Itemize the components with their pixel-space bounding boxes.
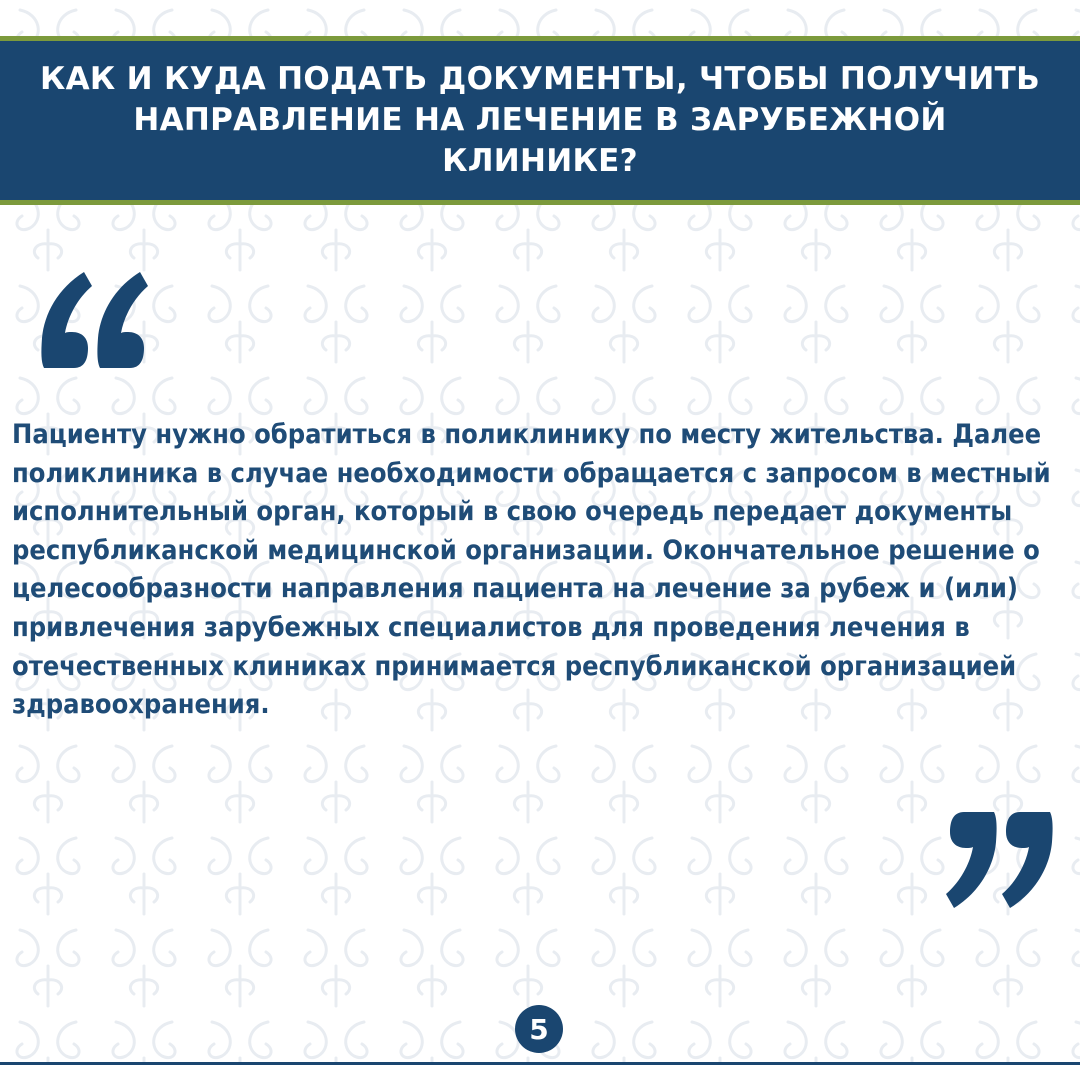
header-banner — [0, 41, 1080, 200]
page-number-badge: 5 — [515, 1005, 563, 1053]
closing-quote-icon — [942, 812, 1060, 912]
header-bottom-accent-line — [0, 200, 1080, 205]
header-title: КАК И КУДА ПОДАТЬ ДОКУМЕНТЫ, ЧТОБЫ ПОЛУЧИТЬ НАПРАВЛЕНИЕ НА ЛЕЧЕНИЕ В ЗАРУБЕЖНОЙ КЛИНИКЕ? — [39, 61, 1040, 179]
opening-quote-icon — [34, 268, 152, 368]
quote-text: Пациенту нужно обратиться в поликлинику по месту жительства. Далее поликлиника в случае необходимости обращается с запросом в местный исполнительный орган, который в свою очередь передает документы республиканской медицинской организации. Окончательное решение о целесообразности направления пациента на лечение за рубеж и (или) привлечения зарубежных специалистов для проведения лечения в отечественных клиниках принимается республиканской организацией здравоохранения. — [12, 419, 1051, 721]
